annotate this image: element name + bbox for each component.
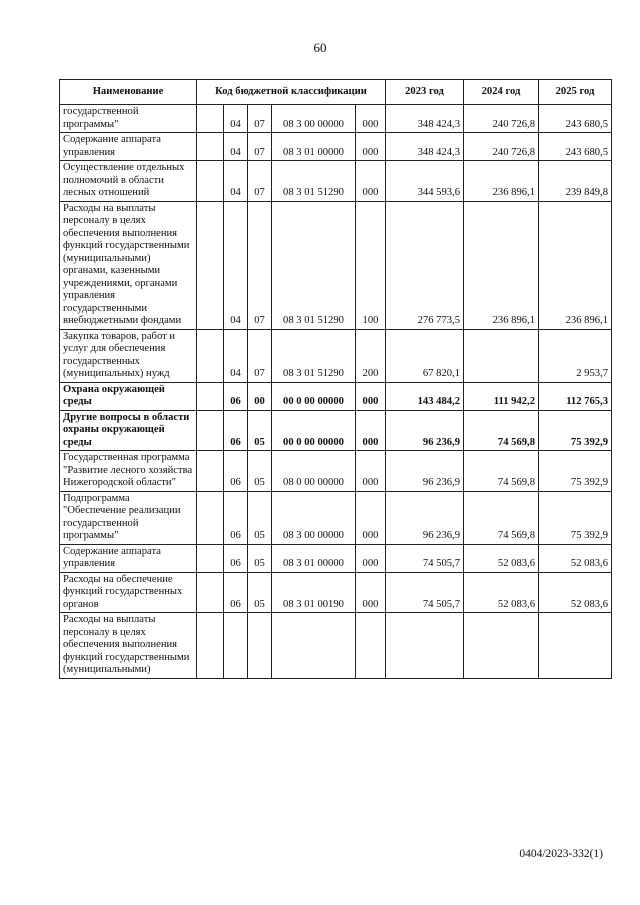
cell-section: 04 — [224, 105, 248, 133]
cell-target-article: 08 3 00 00000 — [272, 491, 356, 544]
cell-expense-type: 000 — [356, 161, 386, 202]
cell-subsection: 07 — [248, 105, 272, 133]
cell-amount-2024 — [464, 613, 539, 679]
table-row — [60, 491, 612, 544]
cell-amount-2025: 52 083,6 — [539, 544, 612, 572]
cell-amount-2023: 67 820,1 — [386, 329, 464, 382]
cell-code-blank — [197, 329, 224, 382]
cell-section — [224, 613, 248, 679]
cell-expense-type: 000 — [356, 410, 386, 451]
cell-code-blank — [197, 105, 224, 133]
cell-amount-2024: 236 896,1 — [464, 161, 539, 202]
cell-amount-2025 — [539, 613, 612, 679]
table-row — [60, 201, 612, 329]
cell-amount-2025: 243 680,5 — [539, 133, 612, 161]
cell-amount-2024: 74 569,8 — [464, 410, 539, 451]
table-row — [60, 572, 612, 613]
cell-subsection — [248, 613, 272, 679]
cell-amount-2024: 111 942,2 — [464, 382, 539, 410]
cell-amount-2023: 74 505,7 — [386, 572, 464, 613]
cell-name: Осуществление отдельных полномочий в области лесных отношений — [60, 161, 197, 202]
cell-subsection: 05 — [248, 410, 272, 451]
table-body — [60, 105, 612, 679]
cell-section: 06 — [224, 410, 248, 451]
cell-amount-2025: 52 083,6 — [539, 572, 612, 613]
cell-expense-type: 000 — [356, 491, 386, 544]
cell-code-blank — [197, 491, 224, 544]
cell-section: 06 — [224, 382, 248, 410]
cell-code-blank — [197, 161, 224, 202]
cell-amount-2024: 240 726,8 — [464, 133, 539, 161]
cell-code-blank — [197, 410, 224, 451]
header-2025: 2025 год — [539, 80, 612, 105]
cell-amount-2025: 75 392,9 — [539, 410, 612, 451]
cell-subsection: 07 — [248, 133, 272, 161]
cell-amount-2025: 2 953,7 — [539, 329, 612, 382]
header-name: Наименование — [60, 80, 197, 105]
cell-subsection: 00 — [248, 382, 272, 410]
cell-amount-2025: 239 849,8 — [539, 161, 612, 202]
cell-amount-2023: 143 484,2 — [386, 382, 464, 410]
cell-target-article: 08 3 01 51290 — [272, 201, 356, 329]
cell-target-article: 08 3 00 00000 — [272, 105, 356, 133]
cell-section: 04 — [224, 201, 248, 329]
cell-section: 06 — [224, 572, 248, 613]
cell-name: Закупка товаров, работ и услуг для обеспечения государственных (муниципальных) нужд — [60, 329, 197, 382]
cell-expense-type: 000 — [356, 382, 386, 410]
cell-amount-2023: 96 236,9 — [386, 451, 464, 492]
cell-amount-2023: 74 505,7 — [386, 544, 464, 572]
cell-amount-2023: 348 424,3 — [386, 133, 464, 161]
cell-expense-type: 000 — [356, 133, 386, 161]
cell-section: 06 — [224, 544, 248, 572]
cell-amount-2025: 236 896,1 — [539, 201, 612, 329]
cell-amount-2025: 112 765,3 — [539, 382, 612, 410]
cell-amount-2023: 96 236,9 — [386, 410, 464, 451]
header-budget-code: Код бюджетной классификации — [197, 80, 386, 105]
table-row — [60, 133, 612, 161]
cell-name: Подпрограмма "Обеспечение реализации государственной программы" — [60, 491, 197, 544]
table-row — [60, 382, 612, 410]
cell-target-article: 08 3 01 00000 — [272, 544, 356, 572]
cell-target-article: 08 3 01 00190 — [272, 572, 356, 613]
cell-expense-type: 000 — [356, 451, 386, 492]
cell-section: 04 — [224, 329, 248, 382]
cell-amount-2024: 74 569,8 — [464, 451, 539, 492]
cell-amount-2025: 243 680,5 — [539, 105, 612, 133]
cell-target-article — [272, 613, 356, 679]
cell-subsection: 05 — [248, 572, 272, 613]
cell-subsection: 07 — [248, 329, 272, 382]
cell-amount-2023: 96 236,9 — [386, 491, 464, 544]
cell-target-article: 08 0 00 00000 — [272, 451, 356, 492]
cell-expense-type: 200 — [356, 329, 386, 382]
cell-amount-2025: 75 392,9 — [539, 491, 612, 544]
cell-expense-type — [356, 613, 386, 679]
table-row — [60, 329, 612, 382]
table-header-row — [60, 80, 612, 105]
page-number: 60 — [313, 40, 327, 55]
cell-section: 06 — [224, 451, 248, 492]
cell-expense-type: 100 — [356, 201, 386, 329]
cell-subsection: 05 — [248, 491, 272, 544]
cell-amount-2024: 52 083,6 — [464, 544, 539, 572]
cell-amount-2024 — [464, 329, 539, 382]
cell-subsection: 07 — [248, 161, 272, 202]
table-row — [60, 451, 612, 492]
cell-target-article: 08 3 01 00000 — [272, 133, 356, 161]
cell-amount-2023: 348 424,3 — [386, 105, 464, 133]
cell-name: Расходы на обеспечение функций государственных органов — [60, 572, 197, 613]
cell-subsection: 05 — [248, 544, 272, 572]
cell-code-blank — [197, 201, 224, 329]
cell-amount-2023 — [386, 613, 464, 679]
header-2023: 2023 год — [386, 80, 464, 105]
table-row — [60, 161, 612, 202]
cell-name: Государственная программа "Развитие лесного хозяйства Нижегородской области" — [60, 451, 197, 492]
table-row — [60, 544, 612, 572]
table-row — [60, 105, 612, 133]
cell-amount-2024: 240 726,8 — [464, 105, 539, 133]
cell-code-blank — [197, 572, 224, 613]
cell-name: Охрана окружающей среды — [60, 382, 197, 410]
cell-name: Содержание аппарата управления — [60, 133, 197, 161]
cell-amount-2024: 74 569,8 — [464, 491, 539, 544]
cell-section: 06 — [224, 491, 248, 544]
header-2024: 2024 год — [464, 80, 539, 105]
cell-target-article: 08 3 01 51290 — [272, 161, 356, 202]
cell-expense-type: 000 — [356, 544, 386, 572]
cell-subsection: 07 — [248, 201, 272, 329]
cell-name: Содержание аппарата управления — [60, 544, 197, 572]
cell-amount-2024: 52 083,6 — [464, 572, 539, 613]
table-row — [60, 613, 612, 679]
cell-section: 04 — [224, 161, 248, 202]
cell-amount-2023: 276 773,5 — [386, 201, 464, 329]
cell-code-blank — [197, 613, 224, 679]
document-code: 0404/2023-332(1) — [519, 848, 603, 860]
cell-code-blank — [197, 544, 224, 572]
table-row — [60, 410, 612, 451]
cell-target-article: 00 0 00 00000 — [272, 410, 356, 451]
budget-table — [59, 79, 612, 679]
cell-subsection: 05 — [248, 451, 272, 492]
cell-amount-2024: 236 896,1 — [464, 201, 539, 329]
cell-name: государственной программы" — [60, 105, 197, 133]
cell-target-article: 00 0 00 00000 — [272, 382, 356, 410]
cell-name: Расходы на выплаты персоналу в целях обеспечения выполнения функций государственными (муниципальными) — [60, 613, 197, 679]
cell-amount-2023: 344 593,6 — [386, 161, 464, 202]
cell-name: Расходы на выплаты персоналу в целях обеспечения выполнения функций государственными (муниципальными) органами, казенными учреждениями, органами управления государственными внебюджетными фондами — [60, 201, 197, 329]
cell-section: 04 — [224, 133, 248, 161]
cell-expense-type: 000 — [356, 572, 386, 613]
cell-code-blank — [197, 133, 224, 161]
cell-amount-2025: 75 392,9 — [539, 451, 612, 492]
cell-expense-type: 000 — [356, 105, 386, 133]
cell-name: Другие вопросы в области охраны окружающей среды — [60, 410, 197, 451]
cell-code-blank — [197, 382, 224, 410]
cell-code-blank — [197, 451, 224, 492]
cell-target-article: 08 3 01 51290 — [272, 329, 356, 382]
